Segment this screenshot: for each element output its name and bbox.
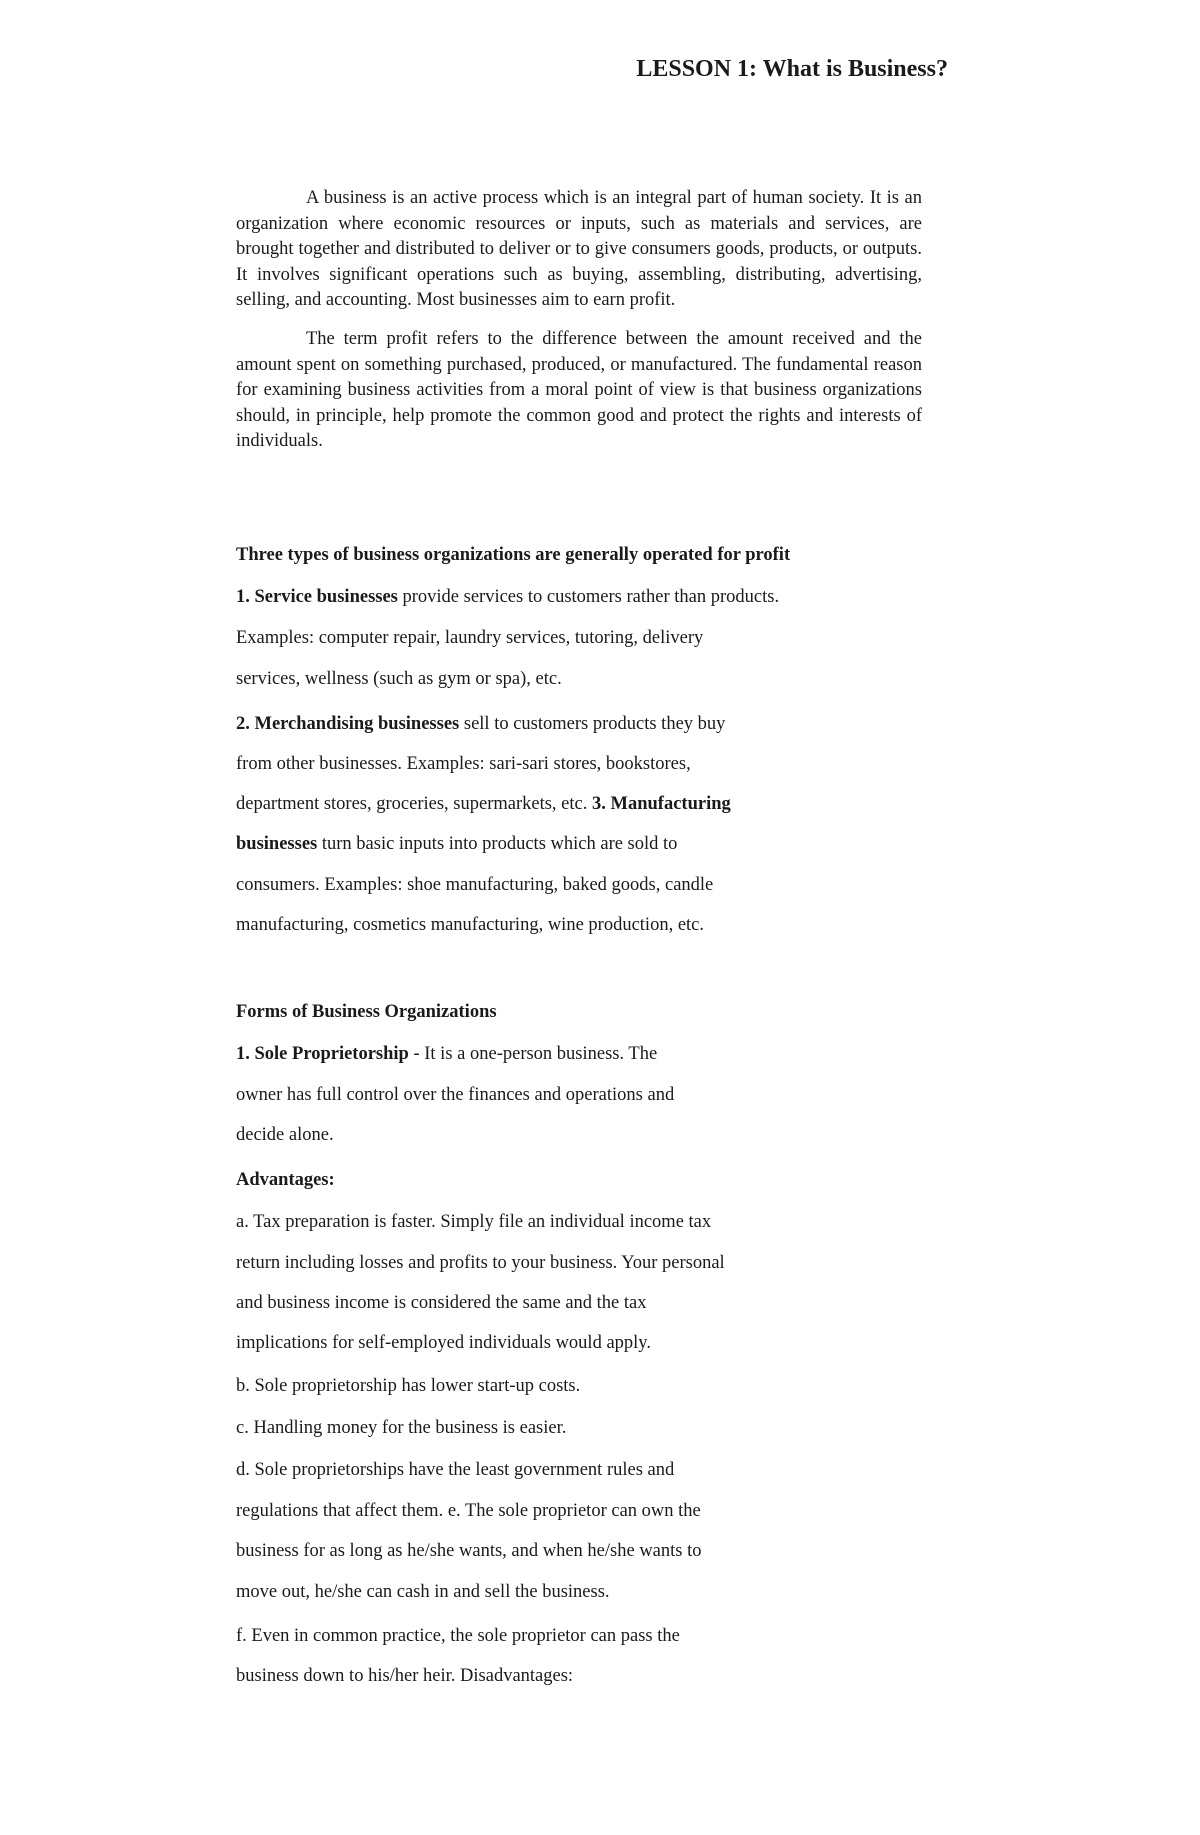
sole-term: 1. Sole Proprietorship — [236, 1044, 409, 1064]
sole-proprietorship-item — [236, 1042, 936, 1066]
manufacturing-businesses-item — [236, 832, 936, 856]
manu-line-3: manufacturing, cosmetics manufacturing, wine production, etc. — [236, 915, 705, 935]
manu-line-1: turn basic inputs into products which are sold to — [317, 834, 678, 854]
service-line-1: provide services to customers rather than products. — [397, 587, 780, 607]
advantage-f-line-2: business down to his/her heir. Disadvantages: — [236, 1666, 574, 1686]
advantage-a-line-3: and business income is considered the same and the tax — [236, 1293, 647, 1313]
advantage-c: c. Handling money for the business is easier. — [236, 1418, 567, 1438]
manu-term-part-2: businesses — [236, 834, 318, 854]
service-line-2: Examples: computer repair, laundry services, tutoring, delivery — [236, 628, 704, 648]
advantage-f-line-1: f. Even in common practice, the sole proprietor can pass the — [236, 1626, 680, 1646]
merch-line-3: department stores, groceries, supermarkets, etc. — [236, 794, 592, 814]
merchandising-businesses-item — [236, 712, 936, 736]
advantage-b: b. Sole proprietorship has lower start-up costs. — [236, 1376, 581, 1396]
advantage-a-line-1: a. Tax preparation is faster. Simply file an individual income tax — [236, 1212, 712, 1232]
service-term: 1. Service businesses — [236, 587, 398, 607]
merch-line-1: sell to customers products they buy — [459, 714, 726, 734]
service-line-3: services, wellness (such as gym or spa), etc. — [236, 669, 562, 689]
types-section — [236, 543, 936, 567]
advantage-d-line-1: d. Sole proprietorships have the least government rules and — [236, 1460, 675, 1480]
forms-section — [236, 1000, 936, 1024]
advantage-a-line-4: implications for self-employed individuals would apply. — [236, 1333, 651, 1353]
intro-section — [236, 186, 922, 455]
sole-line-2: owner has full control over the finances and operations and — [236, 1085, 675, 1105]
lesson-title: LESSON 1: What is Business? — [636, 56, 948, 82]
intro-paragraph-1: A business is an active process which is an integral part of human society. It is an organization where economic resources or inputs, such as materials and services, are brought together and distributed to deliver or to give consumers goods, products, or outputs. It involves significant operations such as buying, assembling, distributing, advertising, selling, and accounting. Most businesses aim to earn profit. — [236, 188, 922, 311]
merch-term: 2. Merchandising businesses — [236, 714, 460, 734]
advantage-a-line-2: return including losses and profits to your business. Your personal — [236, 1253, 725, 1273]
advantage-d-line-3: business for as long as he/she wants, and when he/she wants to — [236, 1541, 702, 1561]
sole-line-3: decide alone. — [236, 1125, 334, 1145]
advantage-d-line-2: regulations that affect them. e. The sole proprietor can own the — [236, 1501, 701, 1521]
sole-line-1: - It is a one-person business. The — [408, 1044, 658, 1064]
manu-term-part-1: 3. Manufacturing — [592, 794, 731, 814]
merch-line-2: from other businesses. Examples: sari-sari stores, bookstores, — [236, 754, 691, 774]
advantage-d-line-4: move out, he/she can cash in and sell the business. — [236, 1582, 610, 1602]
advantages-heading: Advantages: — [236, 1170, 335, 1190]
service-businesses-item — [236, 585, 936, 609]
manu-line-2: consumers. Examples: shoe manufacturing, baked goods, candle — [236, 875, 714, 895]
types-heading: Three types of business organizations are generally operated for profit — [236, 545, 791, 565]
forms-heading: Forms of Business Organizations — [236, 1002, 497, 1022]
intro-paragraph-2: The term profit refers to the difference between the amount received and the amount spent on something purchased, produced, or manufactured. The fundamental reason for examining business activities from a moral point of view is that business organizations should, in principle, help promote the common good and protect the rights and interests of individuals. — [236, 328, 922, 452]
